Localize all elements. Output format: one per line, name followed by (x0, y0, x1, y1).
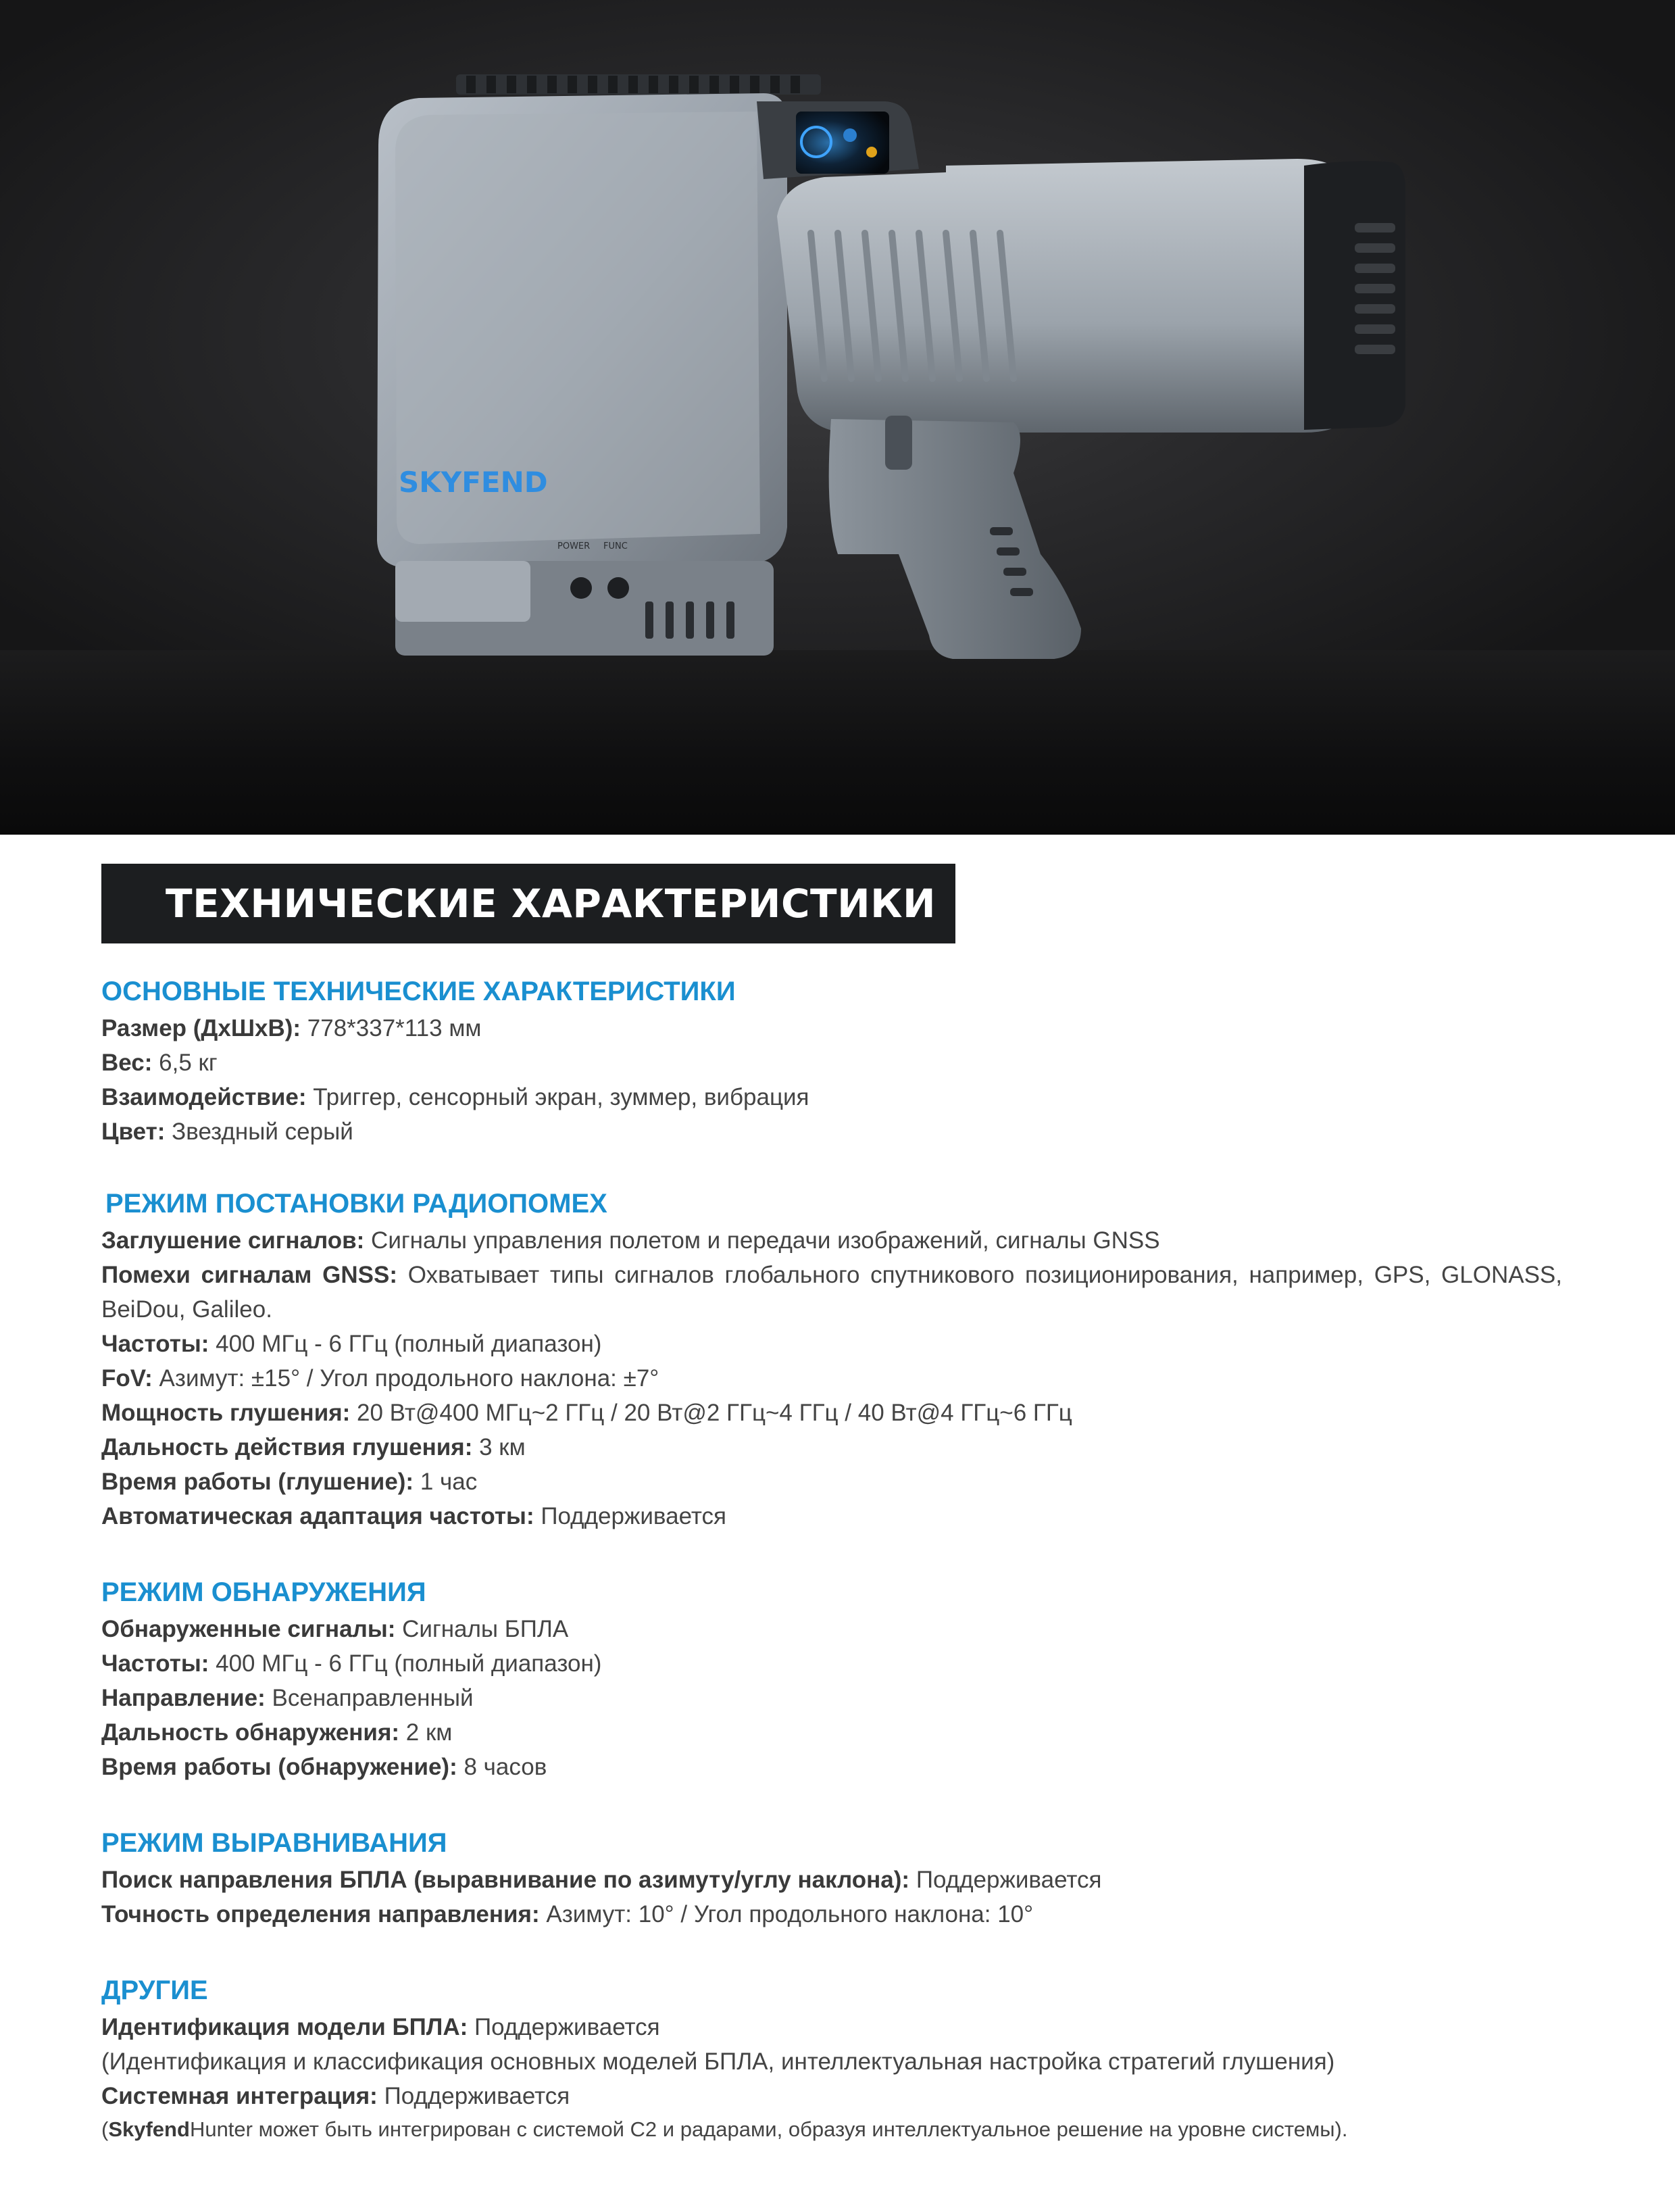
spec-note: (Идентификация и классификация основных моделей БПЛА, интеллектуальная настройка стратегий глушения) (101, 2048, 1335, 2075)
power-button (570, 577, 592, 599)
trigger (885, 416, 912, 470)
spec-row: Мощность глушения: 20 Вт@400 МГц~2 ГГц / 20 Вт@2 ГГц~4 ГГц / 40 Вт@4 ГГц~6 ГГц (101, 1400, 1072, 1426)
spec-row: FoV: Азимут: ±15° / Угол продольного наклона: ±7° (101, 1365, 659, 1392)
spec-row: Вес: 6,5 кг (101, 1050, 218, 1076)
device-illustration (0, 0, 1675, 835)
spec-row: Помехи сигналам GNSS: Охватывает типы сигналов глобального спутникового позиционирования, например, GPS, GLONASS, BeiDou, Galileo. (101, 1262, 1563, 1323)
section-title-detection: РЕЖИМ ОБНАРУЖЕНИЯ (101, 1577, 426, 1607)
spec-row: Взаимодействие: Триггер, сенсорный экран, зуммер, вибрация (101, 1084, 809, 1110)
spec-row: Дальность обнаружения: 2 км (101, 1719, 453, 1746)
product-hero-image (0, 0, 1675, 835)
pistol-grip (829, 419, 1081, 659)
spec-row: Направление: Всенаправленный (101, 1685, 474, 1711)
spec-row: Время работы (обнаружение): 8 часов (101, 1754, 547, 1780)
section-title-alignment: РЕЖИМ ВЫРАВНИВАНИЯ (101, 1828, 447, 1858)
spec-row: Цвет: Звездный серый (101, 1119, 353, 1145)
func-button (607, 577, 629, 599)
specs-list (101, 972, 1562, 2146)
muzzle (1304, 161, 1405, 430)
spec-row: Идентификация модели БПЛА: Поддерживается (101, 2014, 660, 2040)
section-title-other: ДРУГИЕ (101, 1975, 208, 2005)
section-banner (101, 864, 955, 943)
spec-footnote: (SkyfendHunter может быть интегрирован с системой C2 и радарами, образуя интеллектуальное решение на уровне системы). (101, 2117, 1348, 2141)
touch-screen (796, 112, 889, 174)
spec-row: Автоматическая адаптация частоты: Поддерживается (101, 1503, 726, 1529)
power-label: POWER (557, 541, 591, 551)
spec-row: Обнаруженные сигналы: Сигналы БПЛА (101, 1616, 569, 1642)
spec-row: Дальность действия глушения: 3 км (101, 1434, 526, 1460)
brand-logo: SKYFEND (399, 466, 548, 499)
spec-row: Частоты: 400 МГц - 6 ГГц (полный диапазон) (101, 1331, 602, 1357)
spec-row: Системная интеграция: Поддерживается (101, 2083, 570, 2109)
section-title-main: ОСНОВНЫЕ ТЕХНИЧЕСКИЕ ХАРАКТЕРИСТИКИ (101, 977, 736, 1006)
spec-row: Поиск направления БПЛА (выравнивание по азимуту/углу наклона): Поддерживается (101, 1867, 1102, 1893)
section-title-jamming: РЕЖИМ ПОСТАНОВКИ РАДИОПОМЕХ (105, 1189, 607, 1219)
spec-row: Частоты: 400 МГц - 6 ГГц (полный диапазон) (101, 1650, 602, 1677)
spec-row: Точность определения направления: Азимут: 10° / Угол продольного наклона: 10° (101, 1901, 1034, 1927)
banner-title: ТЕХНИЧЕСКИЕ ХАРАКТЕРИСТИКИ (166, 881, 936, 927)
spec-row: Размер (ДхШхВ): 778*337*113 мм (101, 1015, 482, 1041)
func-label: FUNC (603, 541, 628, 551)
spec-row: Время работы (глушение): 1 час (101, 1469, 478, 1495)
barrel (777, 159, 1355, 433)
spec-row: Заглушение сигналов: Сигналы управления полетом и передачи изображений, сигналы GNSS (101, 1227, 1160, 1254)
